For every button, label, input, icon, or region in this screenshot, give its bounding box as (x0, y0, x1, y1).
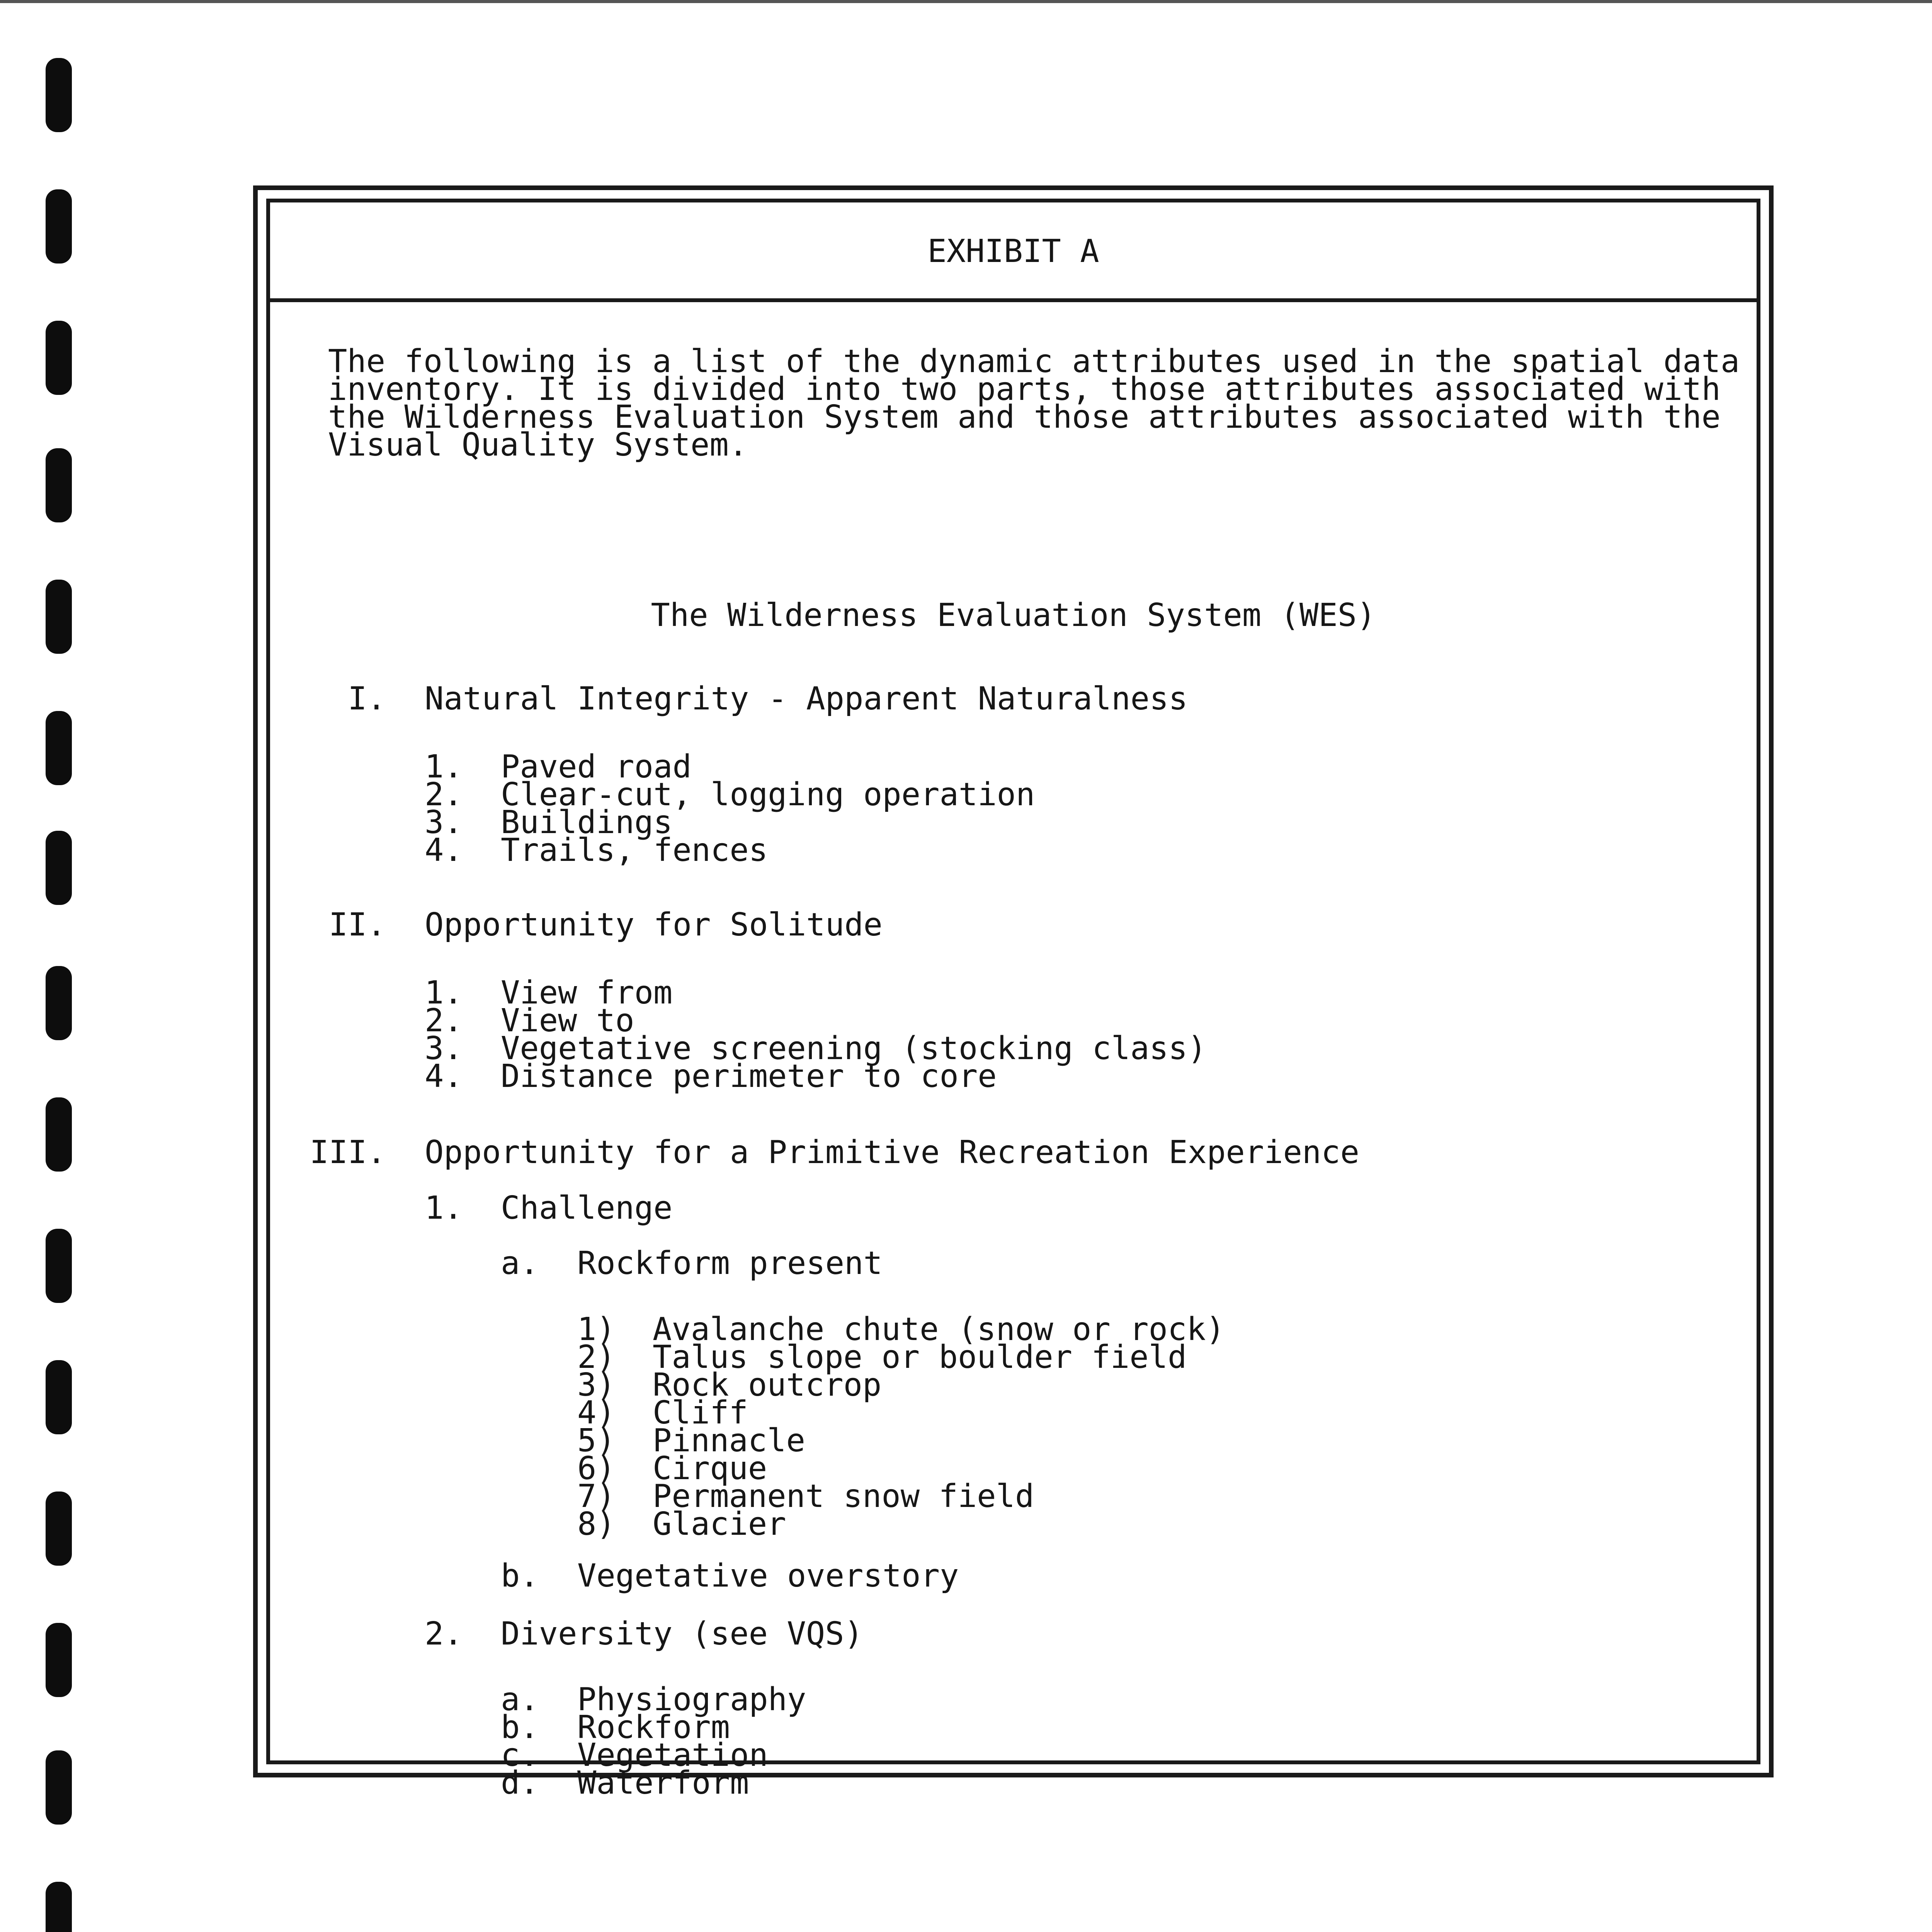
item-text: View from (501, 975, 673, 1011)
binder-holes (0, 0, 77, 1932)
item-number: 8) (577, 1506, 616, 1543)
item-text: Rock outcrop (653, 1367, 882, 1403)
item-number: 1. (425, 748, 463, 785)
item-text: Distance perimeter to core (501, 1058, 997, 1095)
item-number: 2. (425, 1002, 463, 1039)
item-text: Physiography (577, 1681, 806, 1718)
part-numeral: II. (328, 906, 386, 943)
item-text: Pinnacle (653, 1422, 805, 1459)
item-letter: a. (501, 1681, 539, 1718)
subsection-heading: Challenge (501, 1190, 673, 1226)
item-number: 1) (577, 1311, 616, 1348)
item-text: Glacier (653, 1506, 786, 1543)
subsection-number: 2. (425, 1616, 463, 1652)
scan-edge-top (0, 0, 1932, 3)
item-letter: d. (501, 1765, 539, 1801)
binder-hole (46, 321, 72, 395)
item-text: View to (501, 1002, 634, 1039)
binder-hole (46, 448, 72, 522)
item-text: Paved road (501, 748, 692, 785)
item-number: 1. (425, 975, 463, 1011)
binder-hole (46, 189, 72, 264)
item-text: Vegetation (577, 1737, 768, 1774)
item-number: 3. (425, 1030, 463, 1067)
binder-hole (46, 1229, 72, 1303)
item-number: 2. (425, 776, 463, 813)
binder-hole (46, 1097, 72, 1172)
item-letter: c. (501, 1737, 539, 1774)
item-text: Rockform (577, 1709, 730, 1746)
part-numeral: I. (348, 680, 386, 717)
subsection-heading: Vegetative overstory (577, 1558, 959, 1594)
exhibit-frame-inner (266, 199, 1760, 1801)
binder-hole (46, 831, 72, 905)
item-number: 6) (577, 1450, 616, 1487)
item-text: Permanent snow field (653, 1478, 1034, 1515)
binder-hole (46, 1360, 72, 1434)
item-number: 2) (577, 1339, 616, 1376)
exhibit-frame (253, 185, 1774, 1801)
subsection-number: 1. (425, 1190, 463, 1226)
intro-line: Visual Quality System. (328, 427, 748, 463)
item-text: Trails, fences (501, 832, 768, 869)
binder-hole (46, 1882, 72, 1932)
part-heading: Natural Integrity - Apparent Naturalness (425, 680, 1188, 717)
subsection-heading: Rockform present (577, 1245, 883, 1282)
binder-hole (46, 966, 72, 1040)
subsection-letter: b. (501, 1558, 539, 1594)
part-numeral: III. (310, 1134, 386, 1171)
item-text: Buildings (501, 804, 673, 841)
item-number: 3) (577, 1367, 616, 1403)
binder-hole (46, 711, 72, 785)
item-text: Cirque (653, 1450, 767, 1487)
section-title: The Wilderness Evaluation System (WES) (651, 597, 1376, 634)
subsection-letter: a. (501, 1245, 539, 1282)
exhibit-title: EXHIBIT A (927, 233, 1099, 270)
intro-line: inventory. It is divided into two parts, those attributes associated with (328, 371, 1721, 408)
item-number: 7) (577, 1478, 616, 1515)
binder-hole (46, 1492, 72, 1566)
item-number: 4. (425, 1058, 463, 1095)
item-number: 5) (577, 1422, 616, 1459)
intro-line: The following is a list of the dynamic attributes used in the spatial data (328, 343, 1740, 380)
item-text: Clear-cut, logging operation (501, 776, 1035, 813)
intro-line: the Wilderness Evaluation System and those attributes associated with the (328, 399, 1721, 435)
subsection-heading: Diversity (see VQS) (501, 1616, 863, 1652)
binder-hole (46, 58, 72, 132)
item-text: Avalanche chute (snow or rock) (653, 1311, 1225, 1348)
item-number: 4. (425, 832, 463, 869)
part-heading: Opportunity for Solitude (425, 906, 883, 943)
exhibit-title-box (270, 202, 1757, 302)
binder-hole (46, 1623, 72, 1697)
item-text: Talus slope or boulder field (653, 1339, 1187, 1376)
binder-hole (46, 1750, 72, 1825)
item-number: 4) (577, 1395, 616, 1431)
item-text: Cliff (653, 1395, 748, 1431)
item-text: Waterform (577, 1765, 749, 1801)
item-number: 3. (425, 804, 463, 841)
intro-paragraph (328, 343, 1754, 463)
item-text: Vegetative screening (stocking class) (501, 1030, 1207, 1067)
binder-hole (46, 580, 72, 654)
item-letter: b. (501, 1709, 539, 1746)
part-heading: Opportunity for a Primitive Recreation Experience (425, 1134, 1360, 1171)
